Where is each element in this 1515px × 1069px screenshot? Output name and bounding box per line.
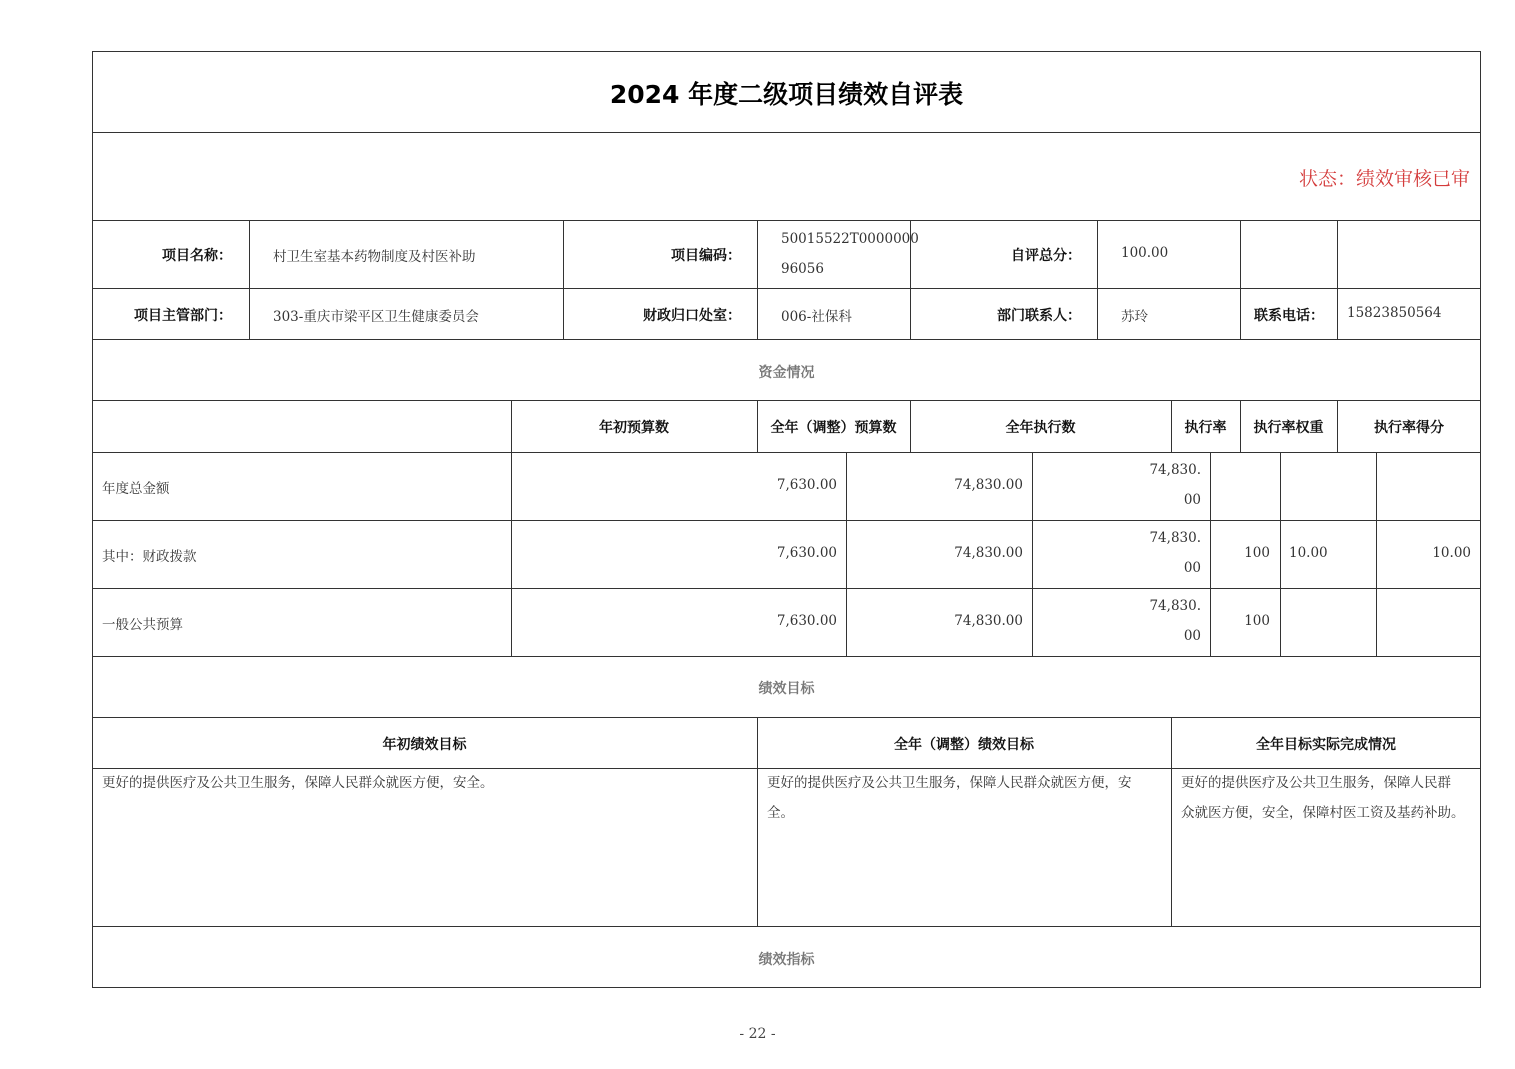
funds-row-score: 10.00 (1432, 545, 1471, 561)
funds-row-initial: 7,630.00 (776, 613, 837, 629)
finance-office: 006-社保科 (781, 309, 852, 325)
funds-header-score: 执行率得分 (1374, 420, 1444, 436)
project-code-line1: 50015522T0000000 (781, 231, 919, 247)
project-code-line2: 96056 (781, 261, 824, 277)
funds-row-rate: 100 (1244, 613, 1270, 629)
goals-header-adjusted: 全年（调整）绩效目标 (894, 737, 1034, 753)
funds-row-rate: 100 (1244, 545, 1270, 561)
funds-header-weight: 执行率权重 (1253, 420, 1324, 436)
score-label: 自评总分： (1011, 248, 1081, 264)
total-score: 100.00 (1121, 245, 1169, 261)
funds-row-initial: 7,630.00 (776, 545, 837, 561)
goals-section-title: 绩效目标 (758, 681, 815, 697)
goals-header-actual: 全年目标实际完成情况 (1256, 737, 1396, 753)
funds-header-adjusted: 全年（调整）预算数 (770, 420, 897, 436)
contact-name: 苏玲 (1121, 309, 1148, 325)
funds-row-label: 其中：财政拨款 (102, 549, 197, 565)
goals-header-initial: 年初绩效目标 (382, 737, 467, 753)
funds-header-executed: 全年执行数 (1005, 420, 1076, 436)
status-badge: 状态：绩效审核已审 (1298, 168, 1470, 190)
project-name-label: 项目名称： (162, 248, 232, 264)
funds-row-executed-a: 74,830. (1149, 530, 1201, 546)
funds-row-adjusted: 74,830.00 (954, 545, 1023, 561)
indicators-section-title: 绩效指标 (758, 952, 815, 968)
project-code-label: 项目编码： (671, 248, 741, 264)
funds-header-rate: 执行率 (1184, 420, 1227, 436)
funds-row-initial: 7,630.00 (776, 477, 837, 493)
dept-name: 303-重庆市梁平区卫生健康委员会 (273, 309, 479, 325)
dept-label: 项目主管部门： (134, 308, 232, 324)
funds-row-executed-b: 00 (1183, 628, 1201, 644)
funds-section-title: 资金情况 (758, 365, 815, 381)
funds-header-initial: 年初预算数 (599, 420, 669, 436)
goal-initial-text: 更好的提供医疗及公共卫生服务，保障人民群众就医方便，安全。 (102, 775, 494, 791)
project-name: 村卫生室基本药物制度及村医补助 (273, 249, 476, 265)
phone-number: 15823850564 (1347, 305, 1442, 321)
funds-row-executed-b: 00 (1183, 492, 1201, 508)
funds-row-weight: 10.00 (1289, 545, 1328, 561)
contact-label: 部门联系人： (997, 308, 1081, 324)
funds-row-adjusted: 74,830.00 (954, 613, 1023, 629)
goal-actual-line2: 众就医方便，安全，保障村医工资及基药补助。 (1181, 805, 1465, 821)
funds-row-executed-b: 00 (1183, 560, 1201, 576)
goal-adjusted-line2: 全。 (767, 805, 794, 821)
page-title: 2024 年度二级项目绩效自评表 (609, 80, 964, 109)
funds-row-label: 一般公共预算 (102, 617, 183, 633)
funds-row-executed-a: 74,830. (1149, 598, 1201, 614)
funds-row-adjusted: 74,830.00 (954, 477, 1023, 493)
funds-row-executed-a: 74,830. (1149, 462, 1201, 478)
phone-label: 联系电话： (1254, 308, 1324, 324)
goal-adjusted-line1: 更好的提供医疗及公共卫生服务，保障人民群众就医方便，安 (767, 775, 1132, 791)
page-number: - 22 - (739, 1026, 776, 1042)
funds-row-label: 年度总金额 (102, 481, 170, 497)
finance-office-label: 财政归口处室： (643, 308, 741, 324)
goal-actual-line1: 更好的提供医疗及公共卫生服务，保障人民群 (1181, 775, 1451, 791)
